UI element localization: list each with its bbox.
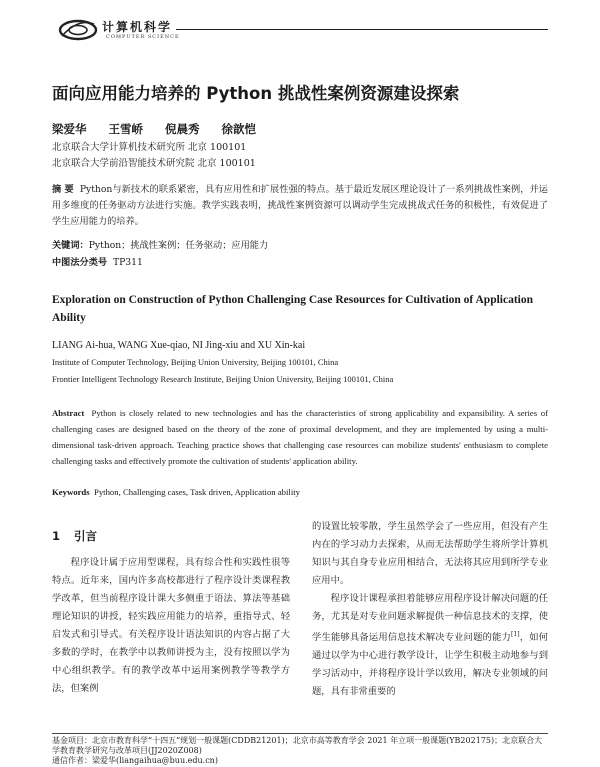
abstract-cn-text: Python与新技术的联系紧密，具有应用性和扩展性强的特点。基于最近发展区理论设计了一系列挑战性案例，并运用多维度的任务驱动方法进行实施。教学实践表明，挑战性案例资源可以调动学生完成挑战式任务的积极性，有效促进了学生应用能力的培养。 bbox=[52, 184, 548, 227]
abstract-cn bbox=[52, 182, 548, 230]
footnote-rule bbox=[52, 733, 548, 734]
section-heading bbox=[52, 528, 97, 544]
journal-header bbox=[58, 14, 548, 44]
corresponding-author: 通信作者：梁爱华(liangaihua@buu.edu.cn) bbox=[52, 756, 218, 765]
section-title: 引言 bbox=[74, 529, 98, 543]
affiliation-cn-2: 北京联合大学前沿智能技术研究院 北京 100101 bbox=[52, 158, 256, 169]
funding-note-line-1: 基金项目：北京市教育科学“十四五”规划一般课题(CDDB21201)；北京市高等教育学会 2021 年立项一般课题(YB202175)；北京联合大 bbox=[52, 736, 543, 745]
keywords-cn-text: Python；挑战性案例；任务驱动；应用能力 bbox=[88, 240, 269, 251]
affiliation-en-1: Institute of Computer Technology, Beijing Union University, Beijing 100101, China bbox=[52, 357, 339, 367]
affiliation-en-2: Frontier Intelligent Technology Research Institute, Beijing Union University, Beijing 100101, China bbox=[52, 374, 394, 384]
keywords-en bbox=[52, 487, 300, 497]
journal-logo-icon bbox=[58, 16, 98, 42]
paper-title-cn: 面向应用能力培养的 Python 挑战性案例资源建设探索 bbox=[52, 84, 460, 103]
header-rule bbox=[176, 29, 548, 30]
funding-note-line-2: 学教育教学研究与改革项目(JJ2020Z008) bbox=[52, 746, 202, 755]
body-column-left: 程序设计属于应用型课程，具有综合性和实践性很等特点。近年来，国内许多高校都进行了程序设计类课程教学改革，但当前程序设计课大多侧重于语法、算法等基础理论知识的讲授，轻实践应用能力的培养，重指导式、轻启发式和引导式。有关程序设计语法知识的内容占据了大多数的学时，在教学中以教师讲授为主，没有按照以学为中心组织教学。有的教学改革中运用案例教学等教学方法，但案例 bbox=[52, 557, 290, 694]
abstract-cn-label: 摘 要 bbox=[52, 184, 74, 195]
abstract-en-label: Abstract bbox=[52, 408, 85, 418]
clc-number bbox=[52, 254, 143, 268]
keywords-cn-label: 关键词： bbox=[52, 240, 89, 251]
clc-code: TP311 bbox=[112, 257, 143, 268]
affiliation-cn-1: 北京联合大学计算机技术研究所 北京 100101 bbox=[52, 142, 247, 153]
section-number: 1 bbox=[52, 529, 61, 543]
citation-mark: [1] bbox=[511, 631, 520, 638]
body-column-right bbox=[312, 518, 548, 701]
clc-label: 中图法分类号 bbox=[52, 257, 108, 268]
abstract-en-text: Python is closely related to new technologies and has the characteristics of strong applicability and expansibility. A series of challenging cases are designed based on the theory of the zone of proximal development, and they are implemented by using a multi-dimensional task-driven approach. Teaching practice shows that challenging case resources can mobilize students' enthusiasm to complete challenging tasks and effectively promote the cultivation of students' application ability. bbox=[52, 408, 548, 466]
authors-cn: 梁爱华 王雪峤 倪晨秀 徐歆恺 bbox=[52, 122, 257, 136]
authors-en: LIANG Ai-hua, WANG Xue-qiao, NI Jing-xiu and XU Xin-kai bbox=[52, 340, 306, 351]
paper-title-en: Exploration on Construction of Python Challenging Case Resources for Cultivation of Application Ability bbox=[52, 294, 534, 324]
abstract-en bbox=[52, 405, 548, 469]
body-paragraph: 的设置比较零散，学生虽然学会了一些应用，但没有产生内在的学习动力去探索，从而无法帮助学生将所学计算机知识与其自身专业应用相结合，无法将其应用到所学专业应用中。 bbox=[312, 521, 548, 586]
journal-name-en: COMPUTER SCIENCE bbox=[106, 34, 180, 40]
keywords-cn bbox=[52, 237, 268, 251]
keywords-en-label: Keywords bbox=[52, 487, 90, 497]
keywords-en-text: Python, Challenging cases, Task driven, Application ability bbox=[94, 487, 301, 497]
journal-name-cn: 计算机科学 bbox=[102, 20, 173, 34]
body-paragraph: 程序设计课程承担着能够应用程序设计解决问题的任务，尤其是对专业问题求解提供一种信息技术的支撑，使学生能够具备运用信息技术解决专业问题的能力[1]，如何通过以学为中心进行教学设计，让学生积极主动地参与到学习活动中，并将程序设计学以致用，解决专业领域的问题，具有非常重要的 bbox=[312, 593, 548, 698]
